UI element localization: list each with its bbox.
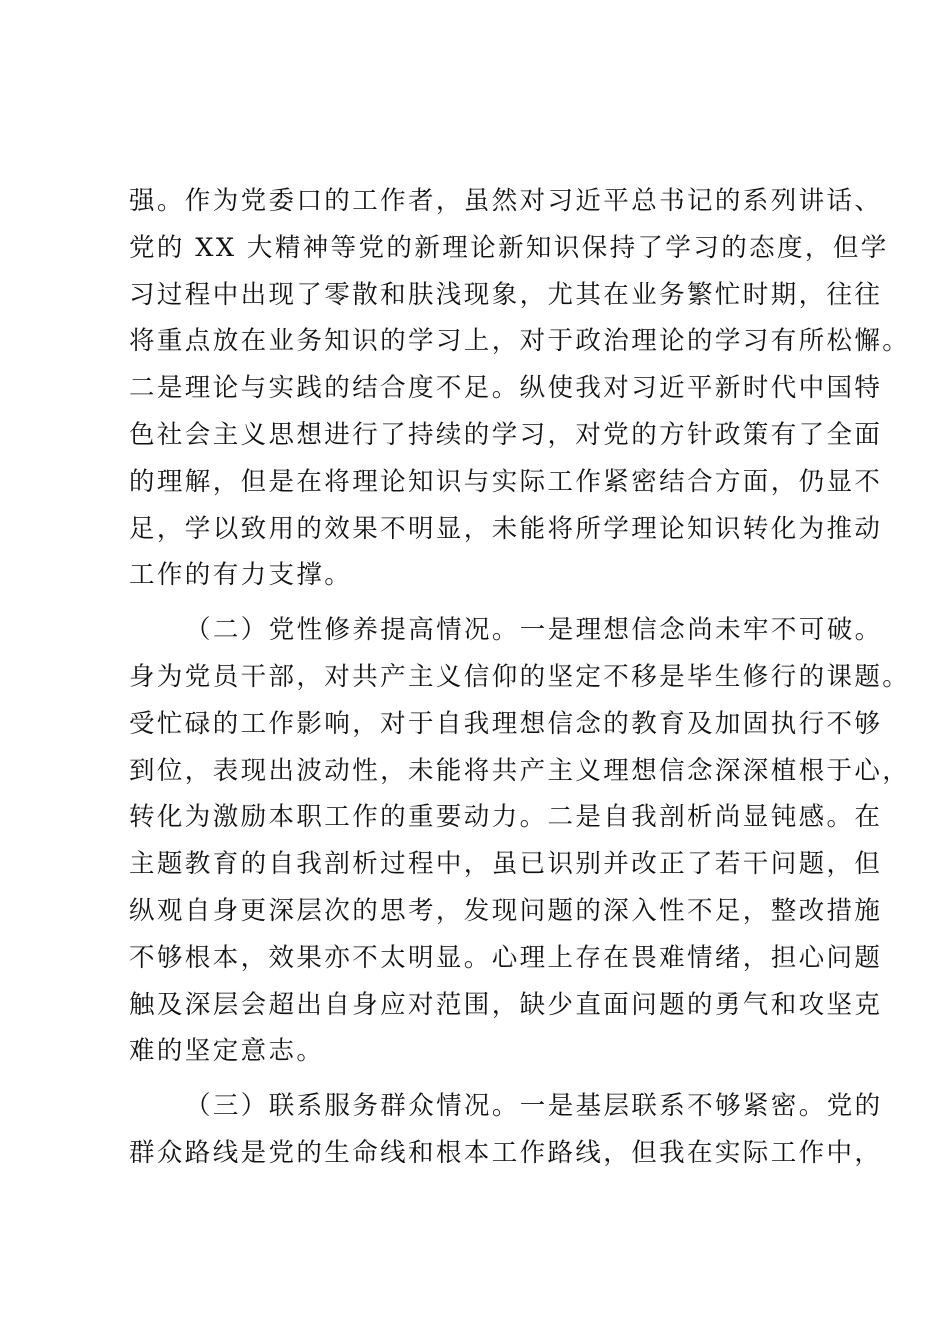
- text-line-heading: （二）党性修养提高情况。一是理想信念尚未牢不可破。: [185, 615, 883, 646]
- text-line: 主题教育的自我剖析过程中，虽已识别并改正了若干问题，但: [129, 849, 883, 880]
- text-line: 转化为激励本职工作的重要动力。二是自我剖析尚显钝感。在: [129, 802, 883, 833]
- text-line: 难的坚定意志。: [129, 1036, 325, 1067]
- text-line: 身为党员干部，对共产主义信仰的坚定不移是毕生修行的课题。: [129, 661, 911, 692]
- text-line: 群众路线是党的生命线和根本工作路线，但我在实际工作中，: [129, 1137, 883, 1168]
- body-text: [129, 178, 911, 1177]
- text-line: 纵观自身更深层次的思考，发现问题的深入性不足，整改措施: [129, 895, 883, 926]
- text-line: 工作的有力支撑。: [129, 560, 353, 591]
- text-line: 将重点放在业务知识的学习上，对于政治理论的学习有所松懈。: [129, 326, 911, 357]
- paragraph-mass-service: [129, 1083, 883, 1177]
- text-line: 触及深层会超出自身应对范围，缺少直面问题的勇气和攻坚克: [129, 989, 883, 1020]
- text-line: 不够根本，效果亦不太明显。心理上存在畏难情绪，担心问题: [129, 942, 883, 973]
- text-line: 色社会主义思想进行了持续的学习，对党的方针政策有了全面: [129, 419, 883, 450]
- text-line: 足，学以致用的效果不明显，未能将所学理论知识转化为推动: [129, 513, 883, 544]
- text-line: 受忙碌的工作影响，对于自我理想信念的教育及加固执行不够: [129, 708, 883, 739]
- text-line: 强。作为党委口的工作者，虽然对习近平总书记的系列讲话、: [129, 186, 883, 216]
- text-line: 习过程中出现了零散和肤浅现象，尤其在业务繁忙时期，往往: [129, 279, 883, 310]
- paragraph-theory-study: [129, 178, 911, 599]
- text-line: 党的 XX 大精神等党的新理论新知识保持了学习的态度，但学: [129, 232, 889, 263]
- text-line: 到位，表现出波动性，未能将共产主义理想信念深深植根于心，: [129, 755, 911, 786]
- text-line: 的理解，但是在将理论知识与实际工作紧密结合方面，仍显不: [129, 466, 883, 497]
- text-line-heading: （三）联系服务群众情况。一是基层联系不够紧密。党的: [185, 1091, 883, 1122]
- text-line: 二是理论与实践的结合度不足。纵使我对习近平新时代中国特: [129, 373, 883, 404]
- paragraph-party-spirit: [129, 607, 911, 1075]
